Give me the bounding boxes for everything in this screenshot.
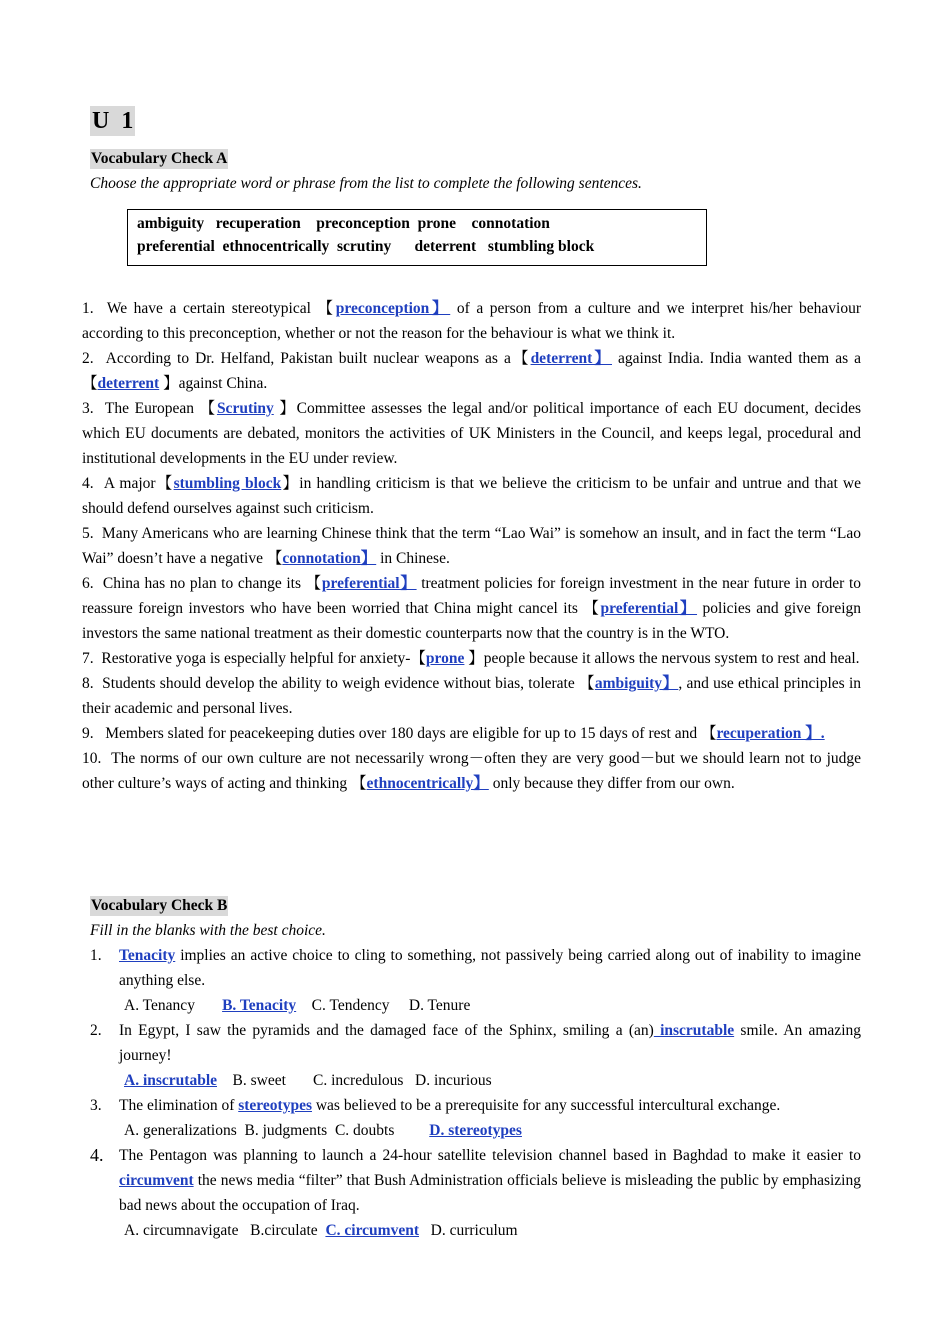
question-3-options: A. generalizations B. judgments C. doubts D. stereotypes: [124, 1122, 522, 1139]
answer-5: connotation】: [282, 550, 377, 567]
sentence-2: 2. According to Dr. Helfand, Pakistan built nuclear weapons as a【deterrent】 against India. India wanted them as a 【deterrent 】against China.: [82, 350, 861, 392]
answer-2b: deterrent: [97, 375, 160, 392]
answer-2a: deterrent】: [530, 350, 612, 367]
answer-6b: preferential】: [600, 600, 698, 617]
question-1: 1. Tenacity implies an active choice to cling to something, not passively being carried along out of inability to imagine anything else. A. Tenancy B. Tenacity C. Tendency D. Tenure: [90, 943, 861, 1018]
sentence-6: 6. China has no plan to change its 【preferential】 treatment policies for foreign investment in the near future in order to reassure foreign investors who have been worried that China might cancel its 【preferential】 policies and give foreign investors the same national treatment as their domestic counterparts now that the country is in the WTO.: [82, 575, 862, 642]
question-3: 3. The elimination of stereotypes was believed to be a prerequisite for any successful intercultural exchange. A. generalizations B. judgments C. doubts D. stereotypes: [90, 1093, 861, 1143]
answer-10: ethnocentrically】: [366, 775, 489, 792]
check-b-heading: Vocabulary Check B: [91, 897, 228, 914]
sentence-7: 7. Restorative yoga is especially helpful for anxiety-【prone 】people because it allows the nervous system to rest and heal.: [82, 650, 860, 667]
answer-1: preconception】: [335, 300, 451, 317]
word-list-box: [127, 209, 707, 266]
answer-3: Scrutiny: [216, 400, 274, 417]
check-a-instruction: Choose the appropriate word or phrase from the list to complete the following sentences.: [90, 175, 642, 192]
sentence-5: 5. Many Americans who are learning Chinese think that the term “Lao Wai” is somehow an insult, and in fact the term “Lao Wai” doesn’t have a negative 【connotation】 in Chinese.: [82, 525, 861, 567]
sentence-10: 10. The norms of our own culture are not necessarily wrong－often they are very good－but we should learn not to judge other culture’s ways of acting and thinking 【ethnocentrically】 only because they differ from our own.: [82, 750, 862, 792]
word-list-line-2: preferential ethnocentrically scrutiny deterrent stumbling block: [137, 237, 595, 255]
answer-7: prone: [425, 650, 465, 667]
question-1-options: A. Tenancy B. Tenacity C. Tendency D. Tenure: [124, 997, 471, 1014]
check-a-sentences: [82, 296, 861, 796]
answer-8: ambiguity】: [594, 675, 679, 692]
answer-4: stumbling block: [173, 475, 282, 492]
answer-9: recuperation 】.: [716, 725, 825, 742]
sentence-1: 1. We have a certain stereotypical 【preconception】 of a person from a culture and we interpret his/her behaviour according to this preconception, whether or not the reason for the behaviour is what we think it.: [82, 300, 861, 342]
question-2-options: A. inscrutable B. sweet C. incredulous D. incurious: [124, 1072, 492, 1089]
sentence-3: 3. The European 【Scrutiny 】Committee assesses the legal and/or political importance of each EU document, decides which EU documents are debated, monitors the activities of UK Ministers in the Council, and keeps legal, procedural and institutional developments in the EU under review.: [82, 400, 861, 467]
question-2-answer: inscrutable: [653, 1022, 735, 1039]
word-list-line-1: ambiguity recuperation preconception prone connotation: [137, 215, 550, 232]
question-1-answer: Tenacity: [119, 947, 176, 964]
sentence-8: 8. Students should develop the ability to weigh evidence without bias, tolerate 【ambiguity】, and use ethical principles in their academic and personal lives.: [82, 675, 862, 717]
sentence-4: 4. A major【stumbling block】in handling criticism is that we believe the criticism to be unfair and untrue and that we should defend ourselves against such criticism.: [82, 475, 861, 517]
question-4-answer: circumvent: [119, 1172, 194, 1189]
question-4-options: A. circumnavigate B.circulate C. circumvent D. curriculum: [124, 1222, 518, 1239]
answer-6a: preferential】: [321, 575, 417, 592]
sentence-9: 9. Members slated for peacekeeping duties over 180 days are eligible for up to 15 days of rest and 【recuperation 】.: [82, 725, 825, 742]
question-4: 4. The Pentagon was planning to launch a 24-hour satellite television channel based in Baghdad to make it easier to circumvent the news media “filter” that Bush Administration officials believe is misleading the public by emphasizing bad news about the occupation of Iraq. A. circumnavigate B.circulate C. circumvent D. curriculum: [90, 1143, 861, 1243]
question-2: 2. In Egypt, I saw the pyramids and the damaged face of the Sphinx, smiling a (an) inscrutable smile. An amazing journey! A. inscrutable B. sweet C. incredulous D. incurious: [90, 1018, 861, 1093]
check-b-instruction: Fill in the blanks with the best choice.: [90, 922, 326, 939]
check-a-heading: Vocabulary Check A: [91, 150, 228, 167]
unit-title: U 1: [92, 108, 134, 134]
question-3-answer: stereotypes: [238, 1097, 312, 1114]
